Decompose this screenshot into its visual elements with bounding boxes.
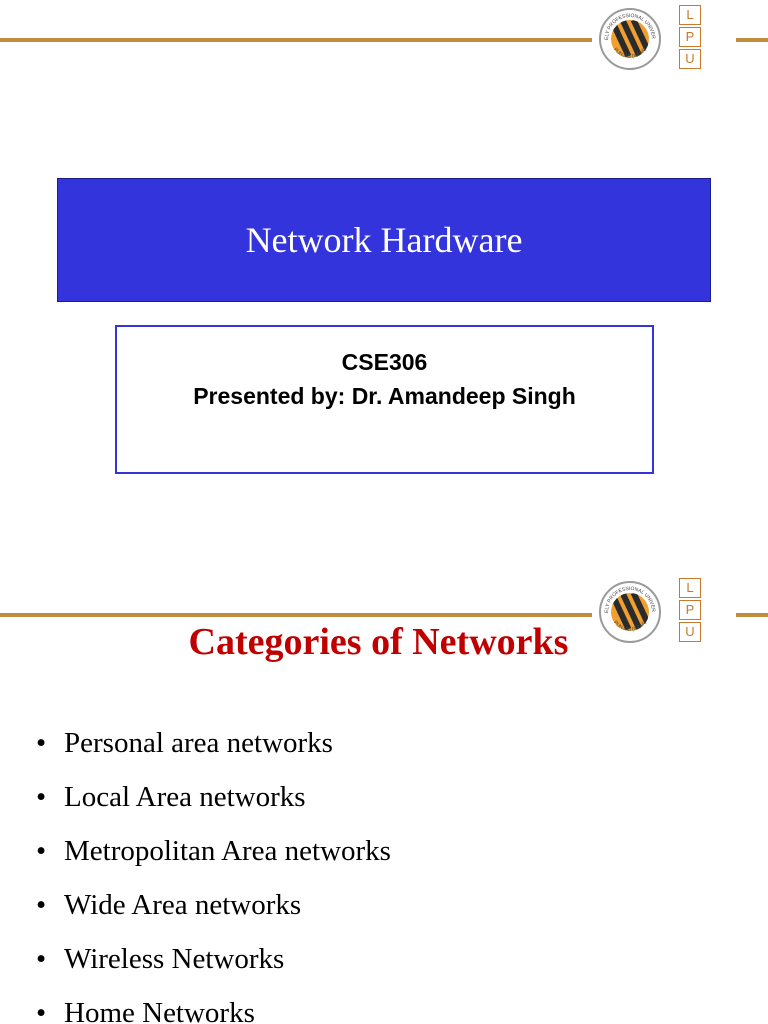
list-item-text: Home Networks: [64, 997, 255, 1024]
presenter-box: [115, 325, 654, 474]
list-item: • Personal area networks: [36, 727, 333, 759]
university-seal-icon: [599, 8, 661, 70]
list-item-text: Wide Area networks: [64, 889, 302, 921]
university-logo: [599, 5, 704, 73]
svg-text:PUNJAB (INDIA): PUNJAB (INDIA): [612, 46, 648, 60]
slide-heading: Categories of Networks: [188, 621, 569, 663]
course-code: CSE306: [341, 349, 428, 375]
list-item-text: Wireless Networks: [64, 943, 285, 975]
network-categories-list: [36, 725, 391, 1024]
list-item-text: Local Area networks: [64, 781, 306, 813]
logo-letter-u: U: [679, 622, 701, 642]
slide-title: Network Hardware: [245, 220, 523, 260]
slide-2: [0, 565, 768, 1024]
list-item: • Local Area networks: [36, 781, 306, 813]
logo-letter-l: L: [679, 578, 701, 598]
presenter-name: Presented by: Dr. Amandeep Singh: [193, 383, 576, 409]
lpu-letters: [679, 5, 701, 69]
header-rule-right: [736, 613, 768, 617]
list-item: • Metropolitan Area networks: [36, 835, 391, 867]
header-rule-right: [736, 38, 768, 42]
header-rule-left: [0, 38, 592, 42]
logo-letter-l: L: [679, 5, 701, 25]
list-item: • Wide Area networks: [36, 889, 302, 921]
svg-text:LOVELY PROFESSIONAL UNIVERSITY: ELY PROFESSIONAL UNIVER: [603, 12, 657, 41]
header-rule-left: [0, 613, 592, 617]
title-box: [57, 178, 711, 302]
logo-letter-p: P: [679, 27, 701, 47]
svg-text:PUNJAB (INDIA): PUNJAB (INDIA): [612, 619, 648, 633]
list-item-text: Metropolitan Area networks: [64, 835, 391, 867]
logo-letter-u: U: [679, 49, 701, 69]
list-item: • Wireless Networks: [36, 943, 285, 975]
list-item: • Home Networks: [36, 995, 391, 1024]
svg-text:LOVELY PROFESSIONAL UNIVERSITY: ELY PROFESSIONAL UNIVER: [603, 585, 657, 614]
logo-letter-p: P: [679, 600, 701, 620]
list-item-text: Personal area networks: [64, 727, 333, 759]
